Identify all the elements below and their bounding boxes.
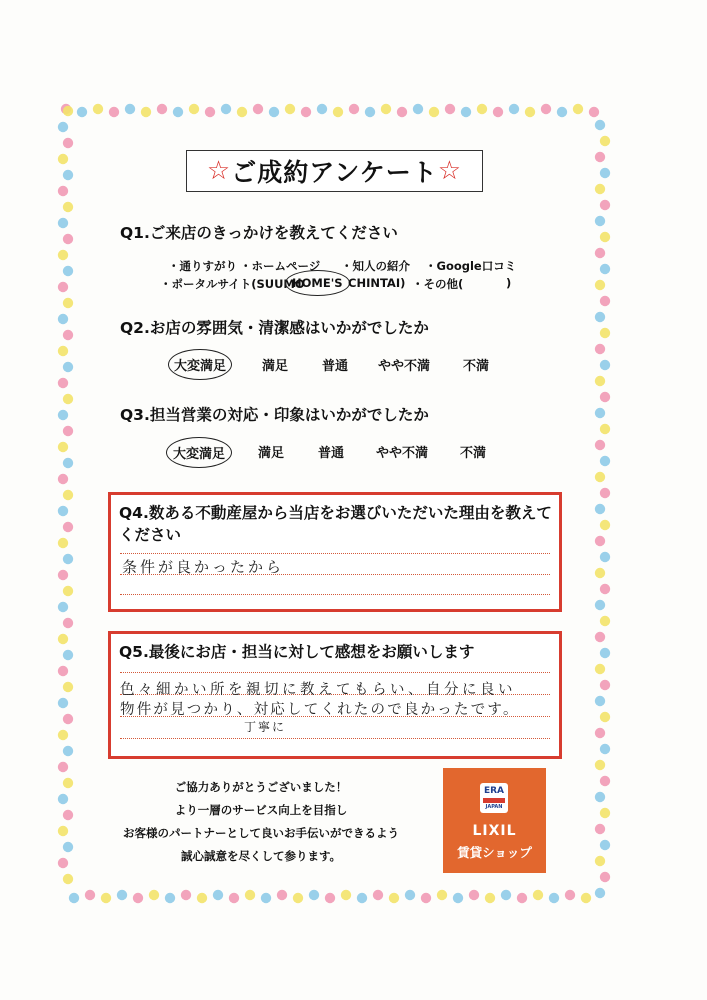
border-dot	[63, 490, 73, 500]
border-dot	[600, 168, 610, 178]
border-dot	[595, 408, 605, 418]
q4-question-line2: ください	[119, 526, 182, 544]
border-dot	[309, 890, 319, 900]
border-dot	[600, 264, 610, 274]
border-dot	[600, 776, 610, 786]
border-dot	[58, 506, 68, 516]
q1-option[interactable]: ・Google口コミ	[425, 259, 517, 273]
border-dot	[595, 664, 605, 674]
border-dot	[517, 893, 527, 903]
q3-choice[interactable]: 普通	[318, 446, 345, 461]
border-dot	[600, 552, 610, 562]
border-dot	[600, 616, 610, 626]
border-dot	[595, 824, 605, 834]
border-dot	[229, 893, 239, 903]
border-dot	[285, 104, 295, 114]
border-dot	[58, 314, 68, 324]
border-dot	[333, 107, 343, 117]
border-dot	[63, 618, 73, 628]
border-dot	[595, 856, 605, 866]
border-dot	[58, 570, 68, 580]
thanks-line: お客様のパートナーとして良いお手伝いができるよう	[123, 826, 399, 840]
q2-choice[interactable]: 不満	[463, 359, 490, 374]
border-dot	[509, 104, 519, 114]
star-icon: ☆	[206, 156, 232, 186]
border-dot	[181, 890, 191, 900]
answer-line	[120, 738, 550, 739]
border-dot	[595, 600, 605, 610]
border-dot	[357, 893, 367, 903]
border-dot	[477, 104, 487, 114]
border-dot	[58, 794, 68, 804]
border-dot	[600, 744, 610, 754]
border-dot	[58, 282, 68, 292]
answer-line	[120, 672, 550, 673]
q1-option[interactable]: ・知人の紹介	[341, 259, 410, 273]
border-dot	[58, 186, 68, 196]
q5-handwritten-line2[interactable]: 物件が見つかり、対応してくれたので良かったです。	[120, 702, 520, 718]
border-dot	[365, 107, 375, 117]
q3-choice[interactable]: 不満	[460, 446, 487, 461]
border-dot	[58, 858, 68, 868]
border-dot	[58, 346, 68, 356]
era-bar	[483, 798, 505, 803]
border-dot	[69, 893, 79, 903]
border-dot	[595, 472, 605, 482]
answer-line	[120, 594, 550, 595]
border-dot	[600, 680, 610, 690]
q5-handwritten-insert[interactable]: 丁寧に	[244, 720, 287, 734]
border-dot	[63, 522, 73, 532]
border-dot	[133, 893, 143, 903]
border-dot	[501, 890, 511, 900]
border-dot	[58, 602, 68, 612]
border-dot	[421, 893, 431, 903]
q4-handwritten-answer[interactable]: 条件が良かったから	[122, 558, 285, 576]
border-dot	[595, 888, 605, 898]
border-dot	[541, 104, 551, 114]
border-dot	[573, 104, 583, 114]
border-dot	[595, 312, 605, 322]
border-dot	[253, 104, 263, 114]
border-dot	[600, 296, 610, 306]
border-dot	[141, 107, 151, 117]
border-dot	[600, 456, 610, 466]
border-dot	[469, 890, 479, 900]
border-dot	[58, 154, 68, 164]
title-text: ご成約アンケート	[231, 158, 438, 187]
border-dot	[437, 890, 447, 900]
thanks-line: 誠心誠意を尽くして参ります。	[180, 849, 342, 863]
border-dot	[213, 890, 223, 900]
border-dot	[600, 424, 610, 434]
border-dot	[58, 826, 68, 836]
border-dot	[165, 893, 175, 903]
shop-text: 賃貸ショップ	[457, 845, 532, 860]
q2-choice[interactable]: 普通	[322, 359, 349, 374]
border-dot	[157, 104, 167, 114]
q1-option[interactable]: ・ポータルサイト(SUUMO	[160, 277, 305, 291]
border-dot	[117, 890, 127, 900]
lixil-logo	[443, 768, 546, 873]
border-dot	[63, 554, 73, 564]
border-dot	[58, 634, 68, 644]
border-dot	[595, 152, 605, 162]
thanks-message	[108, 776, 414, 868]
star-icon: ☆	[437, 156, 463, 186]
border-dot	[493, 107, 503, 117]
border-dot	[63, 586, 73, 596]
q5-question: Q5.最後にお店・担当に対して感想をお願いします	[119, 643, 475, 661]
lixil-text: LIXIL	[472, 823, 517, 839]
border-dot	[63, 170, 73, 180]
border-dot	[58, 762, 68, 772]
border-dot	[63, 682, 73, 692]
q3-choice[interactable]: 満足	[258, 446, 285, 461]
border-dot	[63, 842, 73, 852]
border-dot	[58, 410, 68, 420]
border-dot	[85, 890, 95, 900]
border-dot	[63, 330, 73, 340]
q4-question-line1: Q4.数ある不動産屋から当店をお選びいただいた理由を教えて	[119, 504, 552, 522]
border-dot	[149, 890, 159, 900]
border-dot	[429, 107, 439, 117]
border-dot	[197, 893, 207, 903]
border-dot	[557, 107, 567, 117]
survey-title	[186, 150, 483, 192]
border-dot	[533, 890, 543, 900]
border-dot	[413, 104, 423, 114]
border-dot	[237, 107, 247, 117]
border-dot	[600, 392, 610, 402]
border-dot	[485, 893, 495, 903]
border-dot	[565, 890, 575, 900]
border-dot	[595, 760, 605, 770]
border-dot	[205, 107, 215, 117]
border-dot	[58, 730, 68, 740]
era-badge	[480, 783, 508, 813]
border-dot	[600, 488, 610, 498]
border-dot	[63, 234, 73, 244]
border-dot	[125, 104, 135, 114]
border-dot	[58, 442, 68, 452]
border-dot	[58, 218, 68, 228]
border-dot	[63, 778, 73, 788]
border-dot	[405, 890, 415, 900]
q3-choice[interactable]: やや不満	[376, 446, 429, 461]
thanks-line: より一層のサービス向上を目指し	[174, 803, 348, 817]
border-dot	[173, 107, 183, 117]
answer-line	[120, 553, 550, 554]
border-dot	[349, 104, 359, 114]
border-dot	[63, 874, 73, 884]
q3-choice-selected[interactable]: 大変満足	[166, 437, 232, 468]
border-dot	[595, 184, 605, 194]
border-dot	[397, 107, 407, 117]
q1-question: Q1.ご来店のきっかけを教えてください	[120, 224, 398, 242]
border-dot	[549, 893, 559, 903]
border-dot	[325, 893, 335, 903]
border-dot	[63, 650, 73, 660]
border-dot	[595, 216, 605, 226]
border-dot	[600, 872, 610, 882]
border-dot	[581, 893, 591, 903]
border-dot	[63, 714, 73, 724]
border-dot	[58, 250, 68, 260]
border-dot	[269, 107, 279, 117]
border-dot	[595, 632, 605, 642]
border-dot	[595, 696, 605, 706]
border-dot	[589, 107, 599, 117]
border-dot	[293, 893, 303, 903]
border-dot	[595, 248, 605, 258]
q1-option-selected[interactable]: HOME'S	[285, 270, 350, 296]
border-dot	[445, 104, 455, 114]
border-dot	[595, 792, 605, 802]
border-dot	[63, 394, 73, 404]
border-dot	[600, 328, 610, 338]
q2-question: Q2.お店の雰囲気・清潔感はいかがでしたか	[120, 319, 429, 337]
border-dot	[93, 104, 103, 114]
border-dot	[63, 426, 73, 436]
border-dot	[261, 893, 271, 903]
border-dot	[58, 122, 68, 132]
border-dot	[600, 712, 610, 722]
border-dot	[58, 538, 68, 548]
border-dot	[58, 698, 68, 708]
border-dot	[63, 138, 73, 148]
era-japan-text: JAPAN	[485, 804, 503, 810]
border-dot	[277, 890, 287, 900]
border-dot	[373, 890, 383, 900]
border-dot	[301, 107, 311, 117]
q3-question: Q3.担当営業の対応・印象はいかがでしたか	[120, 406, 429, 424]
border-dot	[63, 298, 73, 308]
border-dot	[58, 474, 68, 484]
border-dot	[221, 104, 231, 114]
border-dot	[600, 584, 610, 594]
q1-option[interactable]: CHINTAI)	[348, 276, 406, 290]
border-dot	[600, 200, 610, 210]
border-dot	[109, 107, 119, 117]
q2-choice-selected[interactable]: 大変満足	[168, 349, 232, 380]
border-dot	[63, 106, 73, 116]
border-dot	[389, 893, 399, 903]
q1-option[interactable]: ・ホームページ	[240, 259, 321, 273]
border-dot	[600, 520, 610, 530]
border-dot	[595, 280, 605, 290]
q2-choice[interactable]: やや不満	[378, 359, 431, 374]
border-dot	[58, 378, 68, 388]
border-dot	[461, 107, 471, 117]
border-dot	[245, 890, 255, 900]
era-text: ERA	[483, 786, 505, 796]
q1-option[interactable]: ・通りすがり	[168, 259, 237, 273]
border-dot	[63, 810, 73, 820]
border-dot	[595, 568, 605, 578]
border-dot	[341, 890, 351, 900]
border-dot	[525, 107, 535, 117]
border-dot	[381, 104, 391, 114]
q1-option-close: )	[506, 276, 512, 290]
border-dot	[595, 504, 605, 514]
border-dot	[600, 232, 610, 242]
border-dot	[77, 107, 87, 117]
border-dot	[600, 136, 610, 146]
border-dot	[595, 120, 605, 130]
q5-handwritten-line1[interactable]: 色々細かい所を親切に教えてもらい、自分に良い	[120, 682, 516, 698]
border-dot	[101, 893, 111, 903]
border-dot	[63, 266, 73, 276]
thanks-line: ご協力ありがとうございました！	[174, 780, 348, 794]
border-dot	[189, 104, 199, 114]
border-dot	[595, 376, 605, 386]
q1-option[interactable]: ・その他(	[412, 277, 464, 291]
border-dot	[453, 893, 463, 903]
border-dot	[58, 666, 68, 676]
q2-choice[interactable]: 満足	[262, 359, 289, 374]
border-dot	[63, 746, 73, 756]
border-dot	[595, 440, 605, 450]
border-dot	[595, 728, 605, 738]
border-dot	[63, 458, 73, 468]
border-dot	[600, 840, 610, 850]
border-dot	[600, 360, 610, 370]
border-dot	[317, 104, 327, 114]
border-dot	[63, 202, 73, 212]
border-dot	[595, 344, 605, 354]
border-dot	[595, 536, 605, 546]
border-dot	[63, 362, 73, 372]
border-dot	[600, 648, 610, 658]
border-dot	[600, 808, 610, 818]
